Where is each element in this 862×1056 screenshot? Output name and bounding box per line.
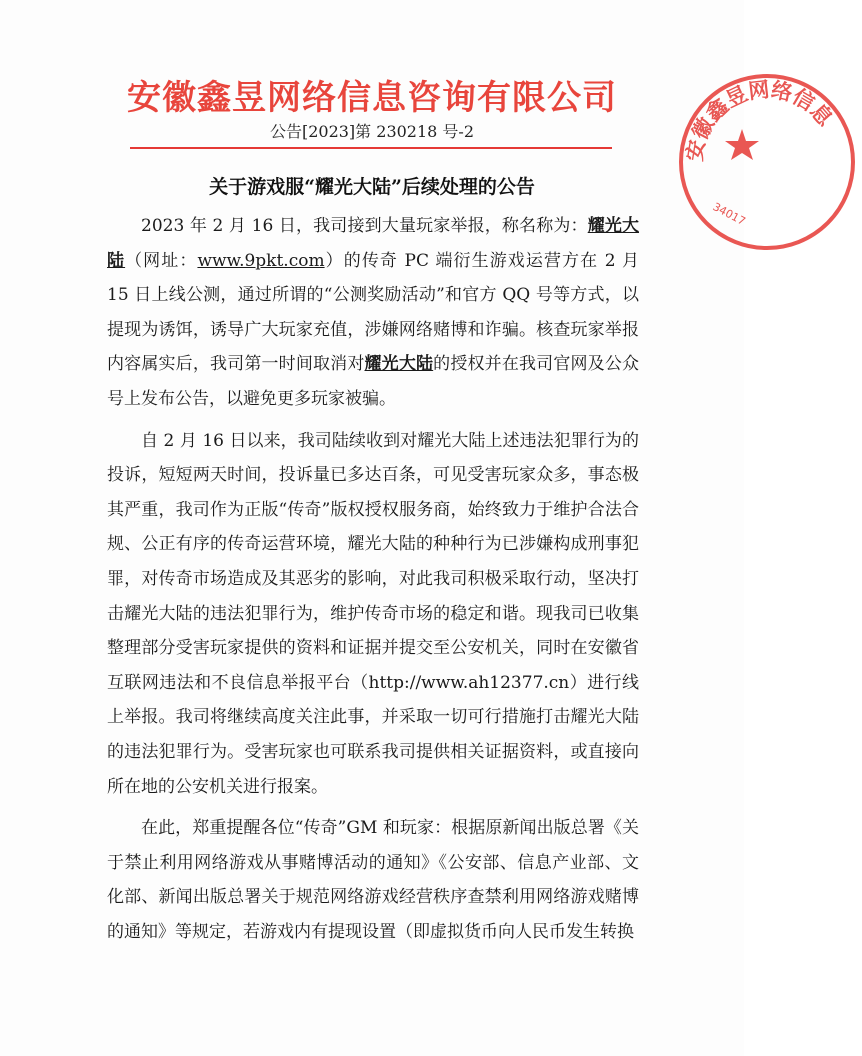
paragraph-1-text-d: 的授权并在我司官网及公众号上发布公告，以避免更多玩家被骗。 bbox=[107, 354, 640, 409]
document-number: 公告[2023]第 230218 号-2 bbox=[269, 122, 475, 141]
paragraph-3: 在此，郑重提醒各位“传奇”GM 和玩家：根据原新闻出版总署《关于禁止利用网络游戏从事赌博活动的通知》《公安部、信息产业部、文化部、新闻出版总署关于规范网络游戏经营秩序查禁利用网络游戏赌博的通知》等规定，若游戏内有提现设置（即虚拟货币向人民币发生转换 bbox=[107, 818, 639, 942]
seal-star-icon bbox=[725, 129, 759, 160]
seal-text: 安徽鑫昱网络信息 bbox=[682, 77, 838, 163]
game-name-link: 耀光大陆 bbox=[107, 216, 640, 271]
seal-code: 34017 bbox=[710, 200, 748, 229]
paragraph-1 bbox=[107, 209, 639, 417]
paragraph-2: 自 2 月 16 日以来，我司陆续收到对耀光大陆上述违法犯罪行为的投诉，短短两天时间，投诉量已多达百条，可见受害玩家众多，事态极其严重，我司作为正版“传奇”版权授权服务商，始终致力于维护合法合规、公正有序的传奇运营环境，耀光大陆的种种行为已涉嫌构成刑事犯罪，对传奇市场造成及其恶劣的影响，对此我司积极采取行动，坚决打击耀光大陆的违法犯罪行为，维护传奇市场的稳定和谐。现我司已收集整理部分受害玩家提供的资料和证据并提交至公安机关，同时在安徽省互联网违法和不良信息举报平台（http://www.ah12377.cn）进行线上举报。我司将继续高度关注此事，并采取一切可行措施打击耀光大陆的违法犯罪行为。受害玩家也可联系我司提供相关证据资料，或直接向所在地的公安机关进行报案。 bbox=[107, 430, 639, 797]
game-name-link-2: 耀光大陆 bbox=[364, 354, 434, 375]
paragraph-1-text-a: 2023 年 2 月 16 日，我司接到大量玩家举报，称名称为： bbox=[141, 216, 588, 236]
company-name-header: 安徽鑫昱网络信息咨询有限公司 bbox=[127, 78, 617, 118]
website-url: www.9pkt.com bbox=[197, 250, 325, 271]
company-seal-stamp bbox=[672, 67, 862, 257]
notice-title: 关于游戏服“耀光大陆”后续处理的公告 bbox=[209, 176, 535, 198]
paragraph-1-text-b: （网址： bbox=[125, 250, 198, 271]
paragraph-1-text-c: ）的传奇 PC 端衍生游戏运营方在 2 月 15 日上线公测，通过所谓的“公测奖励活动”和官方 QQ 号等方式，以提现为诱饵，诱导广大玩家充值，涉嫌网络赌博和诈骗。核查玩家举报内容属实后，我司第一时间取消对 bbox=[107, 250, 639, 375]
notice-body bbox=[107, 209, 639, 956]
red-divider bbox=[130, 147, 612, 149]
